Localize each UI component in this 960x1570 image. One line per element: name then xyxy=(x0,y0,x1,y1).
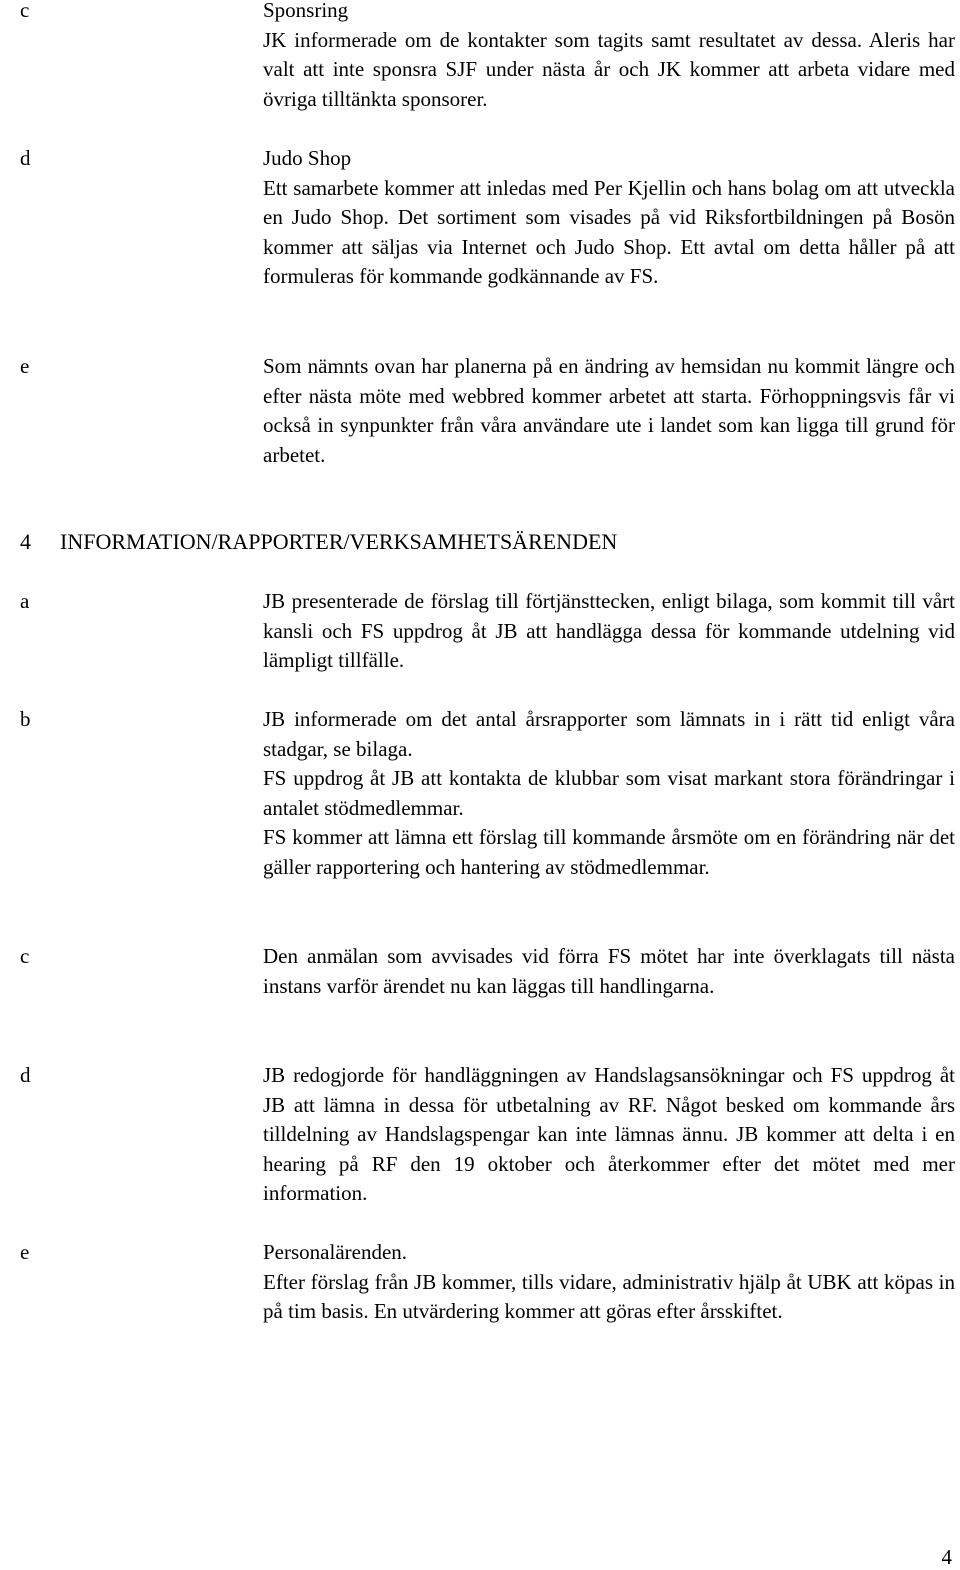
item-letter: d xyxy=(20,1063,31,1087)
item-body xyxy=(263,942,955,1001)
item-paragraph: FS uppdrog åt JB att kontakta de klubbar som visat markant stora förändringar i antalet stödmedlemmar. xyxy=(263,766,955,820)
item-heading: Sponsring xyxy=(263,0,349,22)
item-body xyxy=(263,1061,955,1209)
item-letter: d xyxy=(20,146,31,170)
item-paragraph: Som nämnts ovan har planerna på en ändring av hemsidan nu kommit längre och efter nästa möte med webbred kommer arbetet att starta. Förhoppningsvis får vi också in synpunkter från våra användare ute i landet som kan ligga till grund för arbetet. xyxy=(263,354,955,467)
item-paragraph: JB informerade om det antal årsrapporter som lämnats in i rätt tid enligt våra stadgar, se bilaga. xyxy=(263,707,955,761)
item-letter: a xyxy=(20,589,30,613)
item-paragraph: JB redogjorde för handläggningen av Handslagsansökningar och FS uppdrog åt JB att lämna in dessa för utbetalning av RF. Något besked om kommande års tilldelning av Handslagspengar kan inte lämnas ännu. JB kommer att delta i en hearing på RF den 19 oktober och återkommer efter det mötet med mer information. xyxy=(263,1063,955,1206)
item-paragraph: Ett samarbete kommer att inledas med Per Kjellin och hans bolag om att utveckla en Judo Shop. Det sortiment som visades på vid Riksfortbildningen på Bosön kommer att säljas via Internet och Judo Shop. Ett avtal om detta håller på att formuleras för kommande godkännande av FS. xyxy=(263,175,955,289)
item-body xyxy=(263,352,955,470)
item-letter: e xyxy=(20,1240,30,1264)
item-letter: b xyxy=(20,707,31,731)
item-paragraph: FS kommer att lämna ett förslag till kommande årsmöte om en förändring när det gäller rapportering och hantering av stödmedlemmar. xyxy=(263,825,955,879)
item-paragraph: Efter förslag från JB kommer, tills vidare, administrativ hjälp åt UBK att köpas in på tim basis. En utvärdering kommer att göras efter årsskiftet. xyxy=(263,1269,955,1324)
item-body xyxy=(263,587,955,676)
section-title: INFORMATION/RAPPORTER/VERKSAMHETSÄRENDEN xyxy=(60,529,618,554)
item-letter: e xyxy=(20,354,30,378)
item-paragraph: JK informerade om de kontakter som tagits samt resultatet av dessa. Aleris har valt att inte sponsra SJF under nästa år och JK kommer att arbeta vidare med övriga tilltänkta sponsorer. xyxy=(263,27,955,111)
item-body xyxy=(263,705,955,883)
section-number: 4 xyxy=(20,529,31,554)
item-paragraph: JB presenterade de förslag till förtjänsttecken, enligt bilaga, som kommit till vårt kansli och FS uppdrog åt JB att handlägga dessa för kommande utdelning vid lämpligt tillfälle. xyxy=(263,589,955,673)
page-number: 4 xyxy=(941,1545,952,1569)
item-letter: c xyxy=(20,944,30,968)
section-heading xyxy=(20,527,617,557)
item-body xyxy=(263,1238,955,1327)
item-paragraph: Den anmälan som avvisades vid förra FS mötet har inte överklagats till nästa instans varför ärendet nu kan läggas till handlingarna. xyxy=(263,944,955,998)
item-letter: c xyxy=(20,0,30,22)
item-heading: Personalärenden. xyxy=(263,1240,408,1264)
item-heading: Judo Shop xyxy=(263,146,352,170)
item-body xyxy=(263,0,955,114)
item-body xyxy=(263,144,955,292)
